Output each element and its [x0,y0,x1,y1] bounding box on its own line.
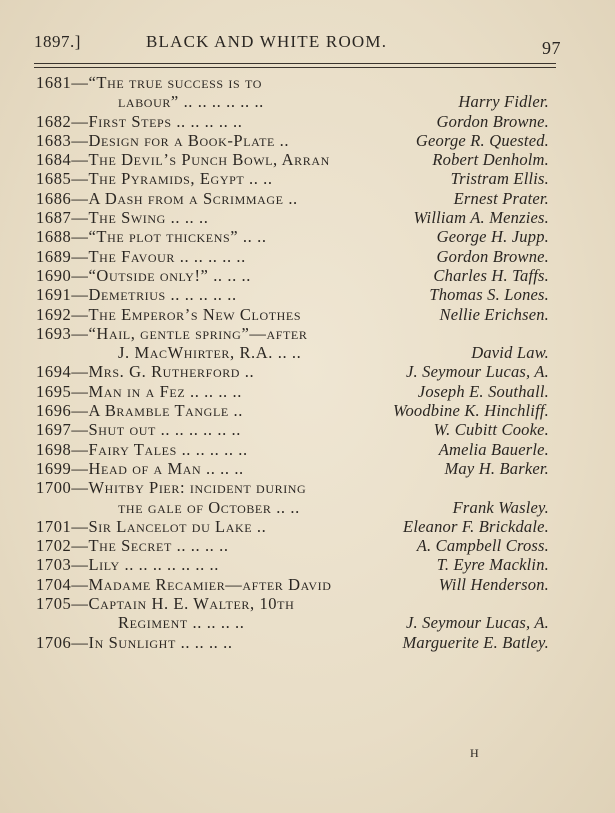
entry-artist: Frank Wasley. [452,497,549,517]
entry-title: 1693—“Hail, gentle spring”—after [36,323,308,343]
entry-title: 1698—Fairy Tales .. .. .. .. .. [36,439,248,459]
entry-artist: Eleanor F. Brickdale. [403,516,549,536]
catalogue-entry [0,440,615,459]
catalogue-entry [0,478,615,497]
catalogue-entry [0,266,615,285]
entry-artist: J. Seymour Lucas, A. [405,613,549,633]
entry-title: Regiment .. .. .. .. [118,613,245,633]
catalogue-entry [0,362,615,381]
catalogue-entry [0,131,615,150]
catalogue-entry [0,92,615,111]
entry-list [0,73,615,652]
catalogue-entry [0,517,615,536]
entry-artist: David Law. [471,343,549,363]
entry-artist: Harry Fidler. [458,92,549,112]
entry-title: 1701—Sir Lancelot du Lake .. [36,516,267,536]
entry-title: 1685—The Pyramids, Egypt .. .. [36,169,273,189]
entry-title: J. MacWhirter, R.A. .. .. [118,343,302,363]
entry-artist: Joseph E. Southall. [417,381,549,401]
entry-title: 1683—Design for a Book-Plate .. [36,130,290,150]
entry-title: 1687—The Swing .. .. .. [36,208,209,228]
entry-artist: Ernest Prater. [453,188,549,208]
catalogue-entry [0,382,615,401]
entry-title: 1691—Demetrius .. .. .. .. .. [36,285,237,305]
entry-title: 1682—First Steps .. .. .. .. .. [36,111,243,131]
entry-title: labour” .. .. .. .. .. .. [118,92,264,112]
entry-title: 1692—The Emperor’s New Clothes [36,304,302,324]
entry-title: 1703—Lily .. .. .. .. .. .. .. [36,555,219,575]
page-header [34,32,561,58]
catalogue-entry [0,247,615,266]
entry-title: 1686—A Dash from a Scrimmage .. [36,188,298,208]
entry-artist: Nellie Erichsen. [439,304,549,324]
catalogue-entry [0,633,615,652]
entry-artist: William A. Menzies. [413,208,549,228]
entry-artist: Will Henderson. [438,574,549,594]
entry-artist: Charles H. Taffs. [433,265,549,285]
entry-title: 1690—“Outside only!” .. .. .. [36,265,251,285]
entry-artist: Tristram Ellis. [450,169,549,189]
catalogue-entry [0,594,615,613]
entry-title: 1704—Madame Recamier—after David [36,574,332,594]
entry-artist: J. Seymour Lucas, A. [405,362,549,382]
entry-title: 1684—The Devil’s Punch Bowl, Arran [36,150,330,170]
catalogue-entry [0,613,615,632]
catalogue-entry [0,555,615,574]
entry-artist: Thomas S. Lones. [429,285,549,305]
catalogue-entry [0,285,615,304]
entry-title: the gale of October .. .. [118,497,300,517]
entry-artist: May H. Barker. [444,458,549,478]
catalogue-entry [0,459,615,478]
catalogue-entry [0,227,615,246]
signature-mark: H [470,746,480,760]
entry-title: 1694—Mrs. G. Rutherford .. [36,362,255,382]
catalogue-entry [0,401,615,420]
entry-artist: George R. Quested. [415,130,549,150]
entry-artist: Robert Denholm. [432,150,549,170]
catalogue-entry [0,150,615,169]
entry-title: 1697—Shut out .. .. .. .. .. .. [36,420,241,440]
entry-title: 1681—“The true success is to [36,73,263,92]
page-number: 97 [542,38,561,58]
catalogue-entry [0,575,615,594]
entry-artist: T. Eyre Macklin. [436,555,549,575]
entry-artist: Woodbine K. Hinchliff. [393,401,549,421]
entry-title: 1699—Head of a Man .. .. .. [36,458,244,478]
entry-title: 1689—The Favour .. .. .. .. .. [36,246,246,266]
entry-artist: Marguerite E. Batley. [402,632,549,652]
header-rule-bottom [34,67,556,68]
entry-title: 1700—Whitby Pier: incident during [36,478,307,498]
entry-artist: Gordon Browne. [436,246,549,266]
catalogue-entry [0,189,615,208]
catalogue-entry [0,420,615,439]
header-rule-top [34,63,556,64]
catalogue-entry [0,169,615,188]
entry-title: 1688—“The plot thickens” .. .. [36,227,267,247]
catalogue-entry [0,536,615,555]
catalogue-entry [0,343,615,362]
entry-title: 1706—In Sunlight .. .. .. .. [36,632,233,652]
entry-title: 1702—The Secret .. .. .. .. [36,536,229,556]
catalogue-entry [0,73,615,92]
entry-artist: George H. Jupp. [436,227,549,247]
catalogue-entry [0,324,615,343]
entry-artist: W. Cubitt Cooke. [433,420,549,440]
catalogue-entry [0,208,615,227]
header-title: BLACK AND WHITE ROOM. [146,32,388,51]
entry-artist: A. Campbell Cross. [416,536,549,556]
entry-title: 1696—A Bramble Tangle .. [36,401,243,421]
entry-artist: Amelia Bauerle. [438,439,549,459]
catalogue-entry [0,498,615,517]
header-year: 1897.] [34,32,81,51]
entry-title: 1705—Captain H. E. Walter, 10th [36,594,295,614]
catalogue-entry [0,305,615,324]
catalogue-entry [0,112,615,131]
entry-artist: Gordon Browne. [436,111,549,131]
entry-title: 1695—Man in a Fez .. .. .. .. [36,381,242,401]
